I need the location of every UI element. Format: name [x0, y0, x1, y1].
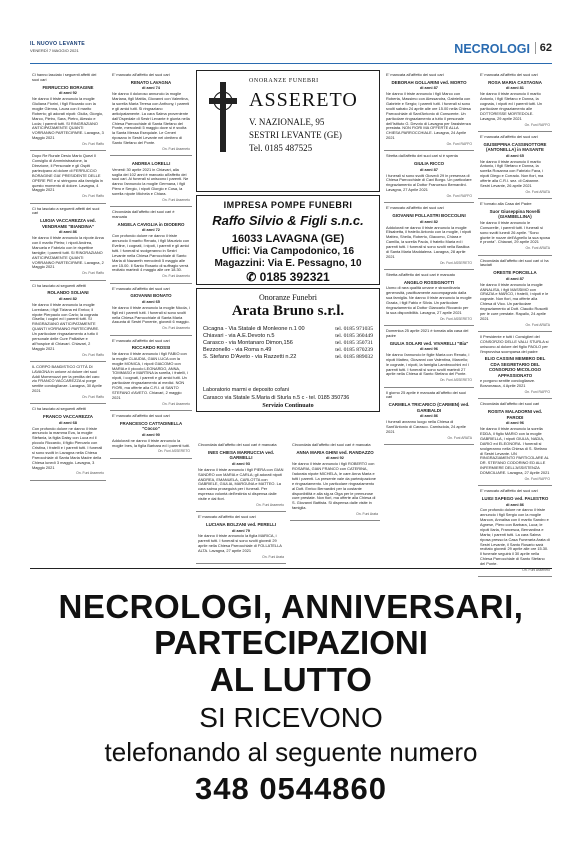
deceased-name: ANGELA CAVIGLIA in DIODERO [117, 221, 185, 227]
deceased-name: GIULIA SOLARI ved. VIVARELLI "Bia" [389, 340, 469, 346]
notice-intro: Stretta dall'affetto dei suoi cari si è spenta [386, 153, 458, 159]
obituary-notice [30, 70, 106, 151]
obituary-notice [30, 204, 106, 281]
deceased-age: di anni 82 [420, 218, 438, 224]
notice-body: Ne danno il triste annuncio i figli Marco con Roberta, Massimo con Alessandra, Gabriella con Gabriele e Sergio; i parenti tutti. I funerali si sono svolti sabato 24 aprile alle ore 15.00 nella Chiesa Parrocchiale di Sant'Antonio di Conscente. Un particolare ringraziamento a tutto il personale dell'Istituto G. Devoto di Lavagna per l'assistenza prestata. NON FIORI MA OFFERTE ALLA CHIESA PARROCCHIALE. Lavagna, 24 Aprile 2021 [386, 91, 471, 141]
notice-body: Ne danno il triste annuncio la moglie Loredana; i figli Tiziana ed Enrico; il nipote Pierpaolo con Carlo; la cognata Gisella; i cugini ed i parenti tutti. SI RINGRAZIANO ANTICIPATAMENTE QUANTI VORRANNO PARTECIPARE. Un particolare ringraziamento a tutto il personale delle Cure Palliative e all'hospice di Chiavari. Chiavari, 2 Maggio 2021 [32, 301, 100, 351]
notice-signature: On. Funi Asseneto [522, 567, 550, 572]
deceased-name: Suor Giuseppina Novelli (GIAMBELLINA) [489, 208, 541, 220]
obituary-notice [110, 411, 192, 459]
notice-signature: On. Funi Asseneto [162, 274, 190, 279]
obituary-notice [30, 362, 106, 405]
deceased-age: di anni 65 [142, 298, 160, 304]
column-5 [384, 70, 474, 445]
notice-body: Ne danno il triste annuncio la sorella EDDA, il figlio MARIO con la moglie GABRIELLA, i nipoti GIULIA, NADIA, DARIO ed ELEONORA. I funerali si svolgeranno nella Chiesa di S. Stefano di Sestri Levante. UN RINGRAZIAMENTO PARTICOLARE AL DR. STEFANO CODORINO ED ALLE INFERMIERE DELL'ASSISTENZA DOMICILIARE. Lavagna, 27 Aprile 2021 [480, 426, 550, 475]
notice-body: Ne danno il triste annuncio i figli FABIO con la moglie CLAUDIA, GIAN LUCA con la moglie MONICA, i nipoti GIACOMO con MARIA e il piccolo LEONARDO, ANNA, TOMMASO e MARTINA la sorella, i fratelli, i nipoti, i cognati, i parenti e gli amici tutti. Un particolare ringraziamento ai medici. NON FIORI, ma offerte alla C.R.I. di SANTO STEFANO d'AVETO. Chiavari, 2 maggio 2021 [112, 350, 188, 400]
notice-signature: On. Funi Asseneto [76, 471, 104, 476]
notice-signature: On. Funi RAFFO [446, 194, 472, 198]
ad-footer-service: Servizio Continuato [262, 403, 314, 409]
deceased-age: di anni 90 [142, 431, 160, 437]
ad-raffo [196, 195, 380, 285]
deceased-age: di anni 92 [59, 90, 77, 96]
notice-intro: E' mancata all'affetto dei suoi cari [480, 133, 538, 139]
notice-signature: On. Funi Arata [356, 512, 378, 516]
ad-assereto [196, 70, 380, 192]
notice-body: Ne danno il triste annuncio la moglie Giuliana Fiorini, i figli Riccardo con la moglie Glenna, Laura con il marito Roberto; gli adorati nipoti: Giulia, Giorgio, Marco, Pietro, Sara, Pietro, Alessio e Loda; i parenti tutti. SI RINGRAZIANO ANTICIPATAMENTE QUANTI VORRANNO PARTECIPARE. Lavagna, 3 Maggio 2021 [32, 96, 104, 141]
notice-body: Con profondo dolore ne danno il triste annuncio i figli Sergio con la moglie Marcon, Annalisa con il marito Sandro e Agnese, Piero con Barbara, Luca; le nipoti Ilaria, Francesca, Bernardina e Marta; i parenti tutti. La cara Salma riposa presso la Casa Funeraria Arata di Sestri Levante, il Santo Rosario sarà recitato giovedì 29 aprile alle ore 15.30. Il funerale seguirà il 30 aprile nella Chiesa Parrocchiale di Santo Stefano del Ponte. [480, 507, 550, 566]
notice-body: Ne danno il triste annuncio le Consorelle, i parenti tutti. I funerali si sono svolti lunedì 26 aprile. "Sono giunte le nozze dell'Agnello la sua sposa è pronta". Chiavari, 29 aprile 2021 [480, 219, 550, 245]
notice-signature: On. Funi RAFFO [524, 390, 550, 395]
obituary-notice [290, 440, 380, 521]
ad-kicker: Onoranze Funebri [259, 293, 317, 302]
location-place: Chiavari - via A.E.Devoto n.5 [203, 332, 275, 339]
deceased-name: RICCARDO ROSSI [131, 345, 171, 351]
notice-intro: Il giorno 25 aprile è mancata all'affetto dei suoi cari [386, 389, 467, 400]
obituary-notice [384, 70, 474, 151]
notice-body: Ne danno il triste annuncio il marito Antonio, i figli Stefano e Donna, la cognata, i nipoti ed i parenti tutti. Un particolare ringraziamento alle DOTTORESSE MORTEDOLE. Lavagna, 29 aprile 2021 [480, 91, 543, 121]
deceased-age: di anni 86 [59, 229, 77, 235]
ad-footer-address: Carasco via Statale S.Maria di Sturla n.5 c - tel. 0185 350736 [203, 395, 350, 401]
notice-signature: On. Funi ARATA [525, 189, 550, 194]
ad-warehouse: Magazzini: Via E. Pessagno, 10 [214, 258, 362, 269]
deceased-name: RENATO LAVAGNA [130, 79, 172, 85]
notice-signature: On. Funi ASSERETO [157, 449, 190, 454]
obituary-notice [384, 326, 474, 388]
issue-date: VENERDÌ 7 MAGGIO 2021 [30, 48, 79, 53]
notice-signature: On. Funi ARATA [525, 246, 550, 251]
notice-body: Ne danno il triste annuncio i figli PIERA con GIAN SANDRO con MARIA e CARLA; gli adorati nipoti ANDREA, EMANUELA, CARLOTTA con GABRIELE, GIULIA, MARGUNA e MATTEO. La cara salma proseguirà per i funerali. Per espresso volontà dell'estinta si dispensa dalle visite e dai fiori. [198, 466, 284, 501]
deceased-name: GIOVANNI BONATO [130, 293, 172, 299]
notice-intro: Circondata dall'affetto dei suoi cari [480, 401, 540, 407]
notice-signature: On. Funi Raffo [82, 395, 104, 399]
column-3 [196, 440, 286, 564]
deceased-age: di anni 86 [420, 413, 438, 419]
deceased-name: CARMELA TRICARICO (CARMEN) ved. GARIBALDI [388, 402, 470, 413]
obituary-notice [478, 70, 552, 132]
notice-signature: On. Funi Asseneto [162, 326, 190, 331]
deceased-name: GIULIA RICCO [413, 161, 445, 167]
location-row [203, 347, 373, 354]
deceased-name: FRANCO VACCAREZZA [43, 414, 93, 420]
obituary-notice [478, 399, 552, 486]
ad-arata [196, 288, 380, 412]
obituary-notice [196, 440, 286, 512]
column-2 [110, 70, 192, 459]
notice-body: I funerali si sono svolti Giovedì 29 in presenza di Chiesa Parrocchiale di Cavi Borgo. Un particolare ringraziamento al Dottor Francesco Bernardini. Lavagna, 27 Aprile 2021 [386, 172, 472, 193]
obituary-notice [110, 70, 192, 156]
page-header [30, 40, 552, 64]
ad-brand: Arata Bruno s.r.l. [231, 303, 345, 319]
notice-intro: Ci hanno lasciato i seguenti affetti dei suoi cari [32, 72, 97, 82]
ad-phone: Tel. 0185 487525 [249, 143, 313, 153]
notice-intro: Il Presidente e tutti i Consiglieri del CONSORZIO DELLE VALLI STURLA si uniscono al dolore del figlio PAOLO per l'improvvisa scomparsa del padre [480, 333, 549, 354]
notice-signature: On. Funi ASSERETO [439, 260, 472, 265]
notice-signature: On. Funi Raffo [82, 142, 104, 146]
notice-body: Ne danno il triste annuncio il marito Antonio, i figli Stefano e Donna, la sorella Rosanna con Fabrizio Fava, i nipoti Diego e Corrado. Non fiori, ma offerte alla C.R.I. sez. di Cabanne. Sestri Levante, 26 aprile 2021 [480, 158, 544, 188]
notice-body: Ne danno il triste annuncio i figli ROBERTO con ROSARIA, GIAN FRANCO con CATERINA, l'adorata nipote MICHELA, le care Anna Maria e tutti i parenti. La presente vale da partecipazione e ringraziamento. Un particolare ringraziamento al Dott. Enrico Bernardini per la costante disponibilità e alla sig.ra Olga per le premurose cure prestate. Non fiori, ma offerte alla Chiesa di S. Giovanni Battista. Si dispensa dalle visite in famiglia. [292, 461, 376, 511]
notice-body: I funerali avranno luogo nella Chiesa di Sant'Antonio di Carasco. Camisciola, 24 aprile 2021 [386, 419, 466, 434]
deceased-age: di anni 82 [59, 295, 77, 301]
notice-body: Ne danno il triste annuncio la nipote Anna con il marito Pietro; i nipoti Andrea, Manuela e Fabrizio con le rispettive famiglie; i parenti tutti. SI RINGRAZIANO ANTICIPATAMENTE QUANTI VORRANNO PARTECIPARE. Lavagna, 2 Maggio 2021 [32, 235, 104, 270]
deceased-name: ROSITA MALADORNI ved. PARODI [487, 409, 543, 420]
deceased-age: di anni 93 [232, 460, 250, 466]
column-6 [478, 70, 552, 572]
ad-brand: Raffo Silvio & Figli s.n.c. [212, 213, 364, 228]
deceased-age: di anni 72 [142, 227, 160, 233]
deceased-age: di anni 86 [506, 501, 524, 507]
notice-intro: E' mancato all'affetto dei suoi cari [386, 205, 444, 211]
notice-signature: On. Funi ARATA [447, 435, 472, 440]
location-row [203, 354, 373, 361]
notice-intro: E' mancato all'affetto dei suoi cari [112, 337, 170, 343]
deceased-age: di anni 81 [506, 85, 524, 91]
notice-signature: On. Funi Arata [262, 554, 284, 559]
notice-signature: On. Funi ASSERETO [439, 316, 472, 321]
notice-body: Uomo di rara qualità umane e straordinaria generosità, pacificamente accompagnato dalla sua famiglia. Ne danno il triste annuncio la moglie Grazia, i figli Fabio e Silvia. Un particolare ringraziamento al Dottor Giancarlo Riccardo per la sua disponibilità. Lavagna, 27 aprile 2021 [386, 285, 472, 315]
ad-city: SESTRI LEVANTE (GE) [249, 130, 342, 140]
cross-logo-icon [203, 78, 243, 156]
obituary-notice [478, 332, 552, 400]
banner-line-4: SI RICEVONO [199, 701, 383, 733]
notice-body: Ne danno il doloroso annuncio la moglie Mariana, figli Mattia, Giovanni con Valentina, la sorella Maria Teresa con Anthony, i parenti e gli amici tutti. Si ringraziano anticipatamente. La cara Salma proveniente dall'Ospedale di Sestri Levante è giunta nella Chiesa Parrocchiale di Santa Stefano del Ponte, mercoledì 5 maggio dove si è svolta la Santa Messa Esequiale. Le Ceneri riposano in Sestri Levante nel cimitero di Santo Stefano del Ponte. [112, 91, 190, 145]
obituary-notice [196, 512, 286, 564]
location-phone: tel. 0185 350731 [335, 339, 373, 346]
notice-intro: Domenica 25 aprile 2021 è tornata alla casa del padre [386, 327, 469, 338]
deceased-age: di anni 87 [420, 166, 438, 172]
newspaper-name: IL NUOVO LEVANTE [30, 41, 86, 47]
ad-phone: ✆ 0185 392321 [246, 270, 330, 284]
notice-intro: E' tornato alla Casa del Padre [480, 201, 532, 206]
banner-phone: 348 0544860 [194, 770, 388, 806]
notice-body: Ne danno il triste annuncio la figlia MARICA, i parenti tutti. I funerali si sono svolti giovedì 29 aprile nella Chiesa Parrocchiale di FOLLATELLA ALTA. Lavagna, 27 aprile 2021 [198, 533, 282, 553]
obituary-notice [110, 156, 192, 207]
notice-intro: Circondata dall'affetto dei suoi cari è mancata [292, 442, 371, 447]
deceased-name: INES CHIESA MARRUCCIA ved. GARMELLI [207, 449, 275, 461]
obituary-notice [384, 270, 474, 326]
obituary-notice [30, 404, 106, 480]
notice-signature: On. Funi ARATA [525, 322, 550, 327]
notice-intro: Ci ha lasciato a seguenti affetti dei suoi cari [32, 205, 100, 216]
location-place: S. Stefano D'Aveto - via Razzetti n.22 [203, 354, 297, 361]
obituary-notice [478, 486, 552, 577]
notice-intro: E' mancato all'affetto dei suoi cari [480, 488, 538, 494]
ad-city: 16033 LAVAGNA (GE) [231, 233, 345, 245]
notice-body: Ne danno l'annuncio le figlie Maria con Renato, i nipoti Matteo, Giovanni con Valentina, Marcello; le cognate, i nipoti, la famiglia Lambrocchini ed i parenti tutti. I funerali si sono svolti martedì 27 aprile nella Chiesa di Santo Stefano del Ponte. [386, 351, 470, 377]
obituary-notice [478, 256, 552, 332]
obituary-notice [478, 199, 552, 256]
ad-address: V. NAZIONALE, 95 [249, 117, 325, 127]
deceased-age: di anni 87 [506, 275, 524, 281]
notice-body: e porgono sentite condoglianze. Borzonasca, 4 Aprile 2021 [480, 378, 536, 389]
obituary-notice [384, 388, 474, 446]
notice-signature: On. Funi Asseneto [162, 401, 190, 406]
location-place: Carasco - via Montanaro Dimon,156 [203, 339, 293, 346]
notice-intro: E' mancata all'affetto dei suoi cari [386, 72, 444, 77]
notice-signature: On. Funi ASSERETO [439, 378, 472, 383]
deceased-age: di anni 74 [142, 85, 160, 91]
banner-line-5: telefonando al seguente numero [104, 737, 478, 768]
notice-intro: Circondata dall'affetto dei suoi cari è mancata [112, 209, 175, 219]
notice-signature: On. Funi Asseneto [162, 197, 190, 202]
banner-line-1: NECROLOGI, ANNIVERSARI, [58, 588, 524, 625]
obituary-notice [384, 151, 474, 203]
ad-kicker: IMPRESA POMPE FUNEBRI [223, 200, 353, 210]
location-row [203, 325, 373, 332]
location-place: Cicagna - Via Statale di Monleone n.1 00 [203, 325, 305, 332]
deceased-name: ORESTE PORCELLA [493, 270, 537, 276]
advertisements [196, 70, 380, 412]
notice-intro: E' mancata all'affetto dei suoi cari [480, 72, 538, 77]
notice-signature: On. Funi RAFFO [524, 476, 550, 481]
notice-signature: On. Funi Raffo [82, 271, 104, 276]
obituary-notice [110, 336, 192, 411]
notice-body: Con profondo dolore ne danno il triste annuncio il marito Renato, i figli Maurizio con Eveline, i cognati, i nipoti, i parenti e gli amici tutti. I funerali si svolgeranno in Sestri Levante nella Chiesa Parrocchiale di Santo Maria di Nazareth mercoledì 5 maggio alle ore 15.00. Il Santo Rosario di suffragio verrà recitato martedì 4 maggio alle ore 18.30. [112, 233, 190, 273]
location-phone: tel. 0185 360449 [335, 332, 373, 339]
notice-intro: E' mancato all'affetto dei suoi cari [112, 72, 170, 77]
obituary-notice [384, 203, 474, 270]
page-number: 62 [535, 42, 552, 54]
obituary-notice [110, 284, 192, 336]
deceased-name: GIOVANNI POLLASTRI BOCCOLINI [392, 213, 466, 219]
notice-signature: On. Funi Raffo [82, 352, 104, 357]
notice-signature: On. Funi Asseneto [256, 502, 284, 507]
deceased-name: ANGELO ROSSIGNOTTI [403, 279, 455, 285]
ad-footer-lab: Laboratorio marmi e deposito cofani [203, 387, 289, 393]
notice-signature: On. Funi RAFFO [446, 142, 472, 146]
location-phone: tel. 0185 870239 [335, 347, 373, 354]
deceased-name: GIUSEPPINA CASSINOTTORE (ANTONELLA) in MASANTE [483, 141, 547, 153]
deceased-age: di anni 65 [506, 152, 524, 158]
obituary-notice [30, 151, 106, 203]
location-place: Bezzonello - via Roma n.49 [203, 347, 272, 354]
notice-intro: Stretta all'affetto dei suoi cari è mancato [386, 271, 456, 277]
notice-signature: On. Funi Asseneto [162, 146, 190, 151]
notice-body: Venerdì 30 aprile 2021 in Chiavari, alla soglia dei 102 anni è mancato all'affetto dei suoi cari. Ai funerali si uniscono i parenti. Ne danno l'annuncio la moglie Germana, i figli Piero e Sergio, i nipoti Giorgio e Cosa, la sorella nipote Michela e Chiara. [112, 166, 189, 196]
notice-body: IL CORPO BANDISTICO CITTÀ DI LAVAGNA in unione al dolore dei suoi Addi Momenuzzi per la perdita del caro zio FRANCO VACCAREZZA si porge sentite condoglianze. Lavagna, 30 Aprile 2021 [32, 363, 102, 394]
banner-line-3: AL LUTTO [210, 660, 372, 698]
notice-signature: On. Funi RAFFO [524, 122, 550, 127]
notice-body: Ne danno il triste annuncio la moglie Nicola, i figli ed i parenti tutti. I funerali si sono svolti nella Chiesa Parrocchiale di Santa Maria Assunta di Sestri Ponente, giovedì 6 maggio. [112, 304, 190, 325]
deceased-name: ANDREA LORELLI [131, 161, 171, 167]
notice-intro: E' mancato all'affetto dei suoi cari [112, 285, 170, 291]
notice-body: Addolorati ne danno il triste annuncio la moglie Ines, la figlia Barbara ed i parenti tutti. [112, 437, 190, 448]
obituary-notice [478, 132, 552, 199]
deceased-name: LUIGIA VACCAREZZA ved. VENDRAME "BIANDINA" [40, 218, 96, 229]
notice-body: Con profondo dolore ne danno il triste annuncio la mamma Eva, la moglie Stefania, la figlia Daisy con Luca ed il piccolo Riccardo, il figlio Piercarlo con Cristina, i fratelli e i parenti tutti. I funerali si sono svolti in Lavagna nella Chiesa Parrocchiale di Santa Maria Madre della Chiesa lunedì 3 maggio. Lavagna, 3 Maggio 2021 [32, 425, 103, 470]
obituary-notice [30, 281, 106, 362]
notice-body: Dopo Re Rurale Desio Mario Quezi Il Consiglio di Amministrazione, la Direzione, il Personale e gli Ospiti partecipano al dolore di FERRUCCIO BORAGINE GIA' PRESIDENTE DELLE OPERE PIE e si stringono alla famiglia in questo momento di dolore. Lavagna, 4 Maggio 2021 [32, 153, 103, 193]
notice-intro: Circondata dall'affetto dei suoi cari ci ha lasciati [480, 257, 549, 268]
column-4 [290, 440, 380, 521]
deceased-name: ANNA MARIA GHINI ved. RANDAZZO [296, 449, 374, 455]
column-1 [30, 70, 106, 481]
ad-office: Uffici: Via Campodonico, 16 [221, 246, 355, 257]
deceased-name: DEBORAH GOLLARINI ved. MORTO [391, 79, 467, 85]
location-row [203, 332, 373, 339]
ad-locations-table [203, 325, 373, 361]
notice-intro: Circondata dall'affetto dei suoi cari è mancata [198, 442, 277, 447]
section-title: NECROLOGI [454, 42, 530, 56]
deceased-age: di anni 68 [59, 419, 77, 425]
deceased-age: di anni 79 [232, 527, 250, 533]
notice-intro: Ci ha lasciato ai seguenti affetti [32, 406, 86, 412]
deceased-age: di anni 92 [326, 455, 344, 461]
banner-line-2: PARTECIPAZIONI [154, 624, 428, 662]
notice-signature: On. Funi Raffo [82, 194, 104, 199]
deceased-name: FRANCESCO CATTADINELLA "Cocco" [119, 420, 183, 432]
notice-intro: E' mancato all'affetto dei suoi cari [112, 412, 170, 418]
deceased-name: ROLANDO SOLIANI [47, 290, 89, 296]
deceased-name: LUIGI SAPEGO ved. PALESTRO [481, 496, 549, 501]
ad-brand: ASSERETO [249, 89, 358, 111]
notice-intro: Ci ha lasciato ai seguenti affetti [32, 282, 86, 288]
deceased-age: di anni 87 [420, 85, 438, 91]
deceased-age: di anni 96 [506, 420, 524, 426]
ad-kicker: ONORANZE FUNEBRI [249, 78, 319, 84]
deceased-name: LUCIANA BOLZANI ved. PERELLI [205, 522, 277, 527]
contact-banner [30, 568, 552, 818]
deceased-name: ELIO CASSINI MEMBRO DEL CDA SEGRETARIO DEL CONSORZIO MICOLOGO APPASSIONATO [484, 356, 546, 378]
notice-body: Addolorati ne danno il triste annuncio la moglie Elisabetta, il fratello Antonio con la moglie, i nipoti Matteo, Sheila, Roberto, Giacomo, Chiara e Camilla, la sorella Paola, il fratello Maria ed i parenti tutti. I funerali si sono svolti nella Basilica di Santa Maria Maddalena. Lavagna, 28 aprile 2021 [386, 224, 472, 259]
location-phone: tel. 0185 889032 [335, 354, 373, 361]
deceased-age: di anni 96 [420, 346, 438, 351]
location-row [203, 339, 373, 346]
notice-intro: E' mancato all'affetto dei suoi cari [198, 514, 256, 520]
obituary-notice [110, 207, 192, 283]
notice-body: Ne danno il triste annuncio la moglie ANNALISA, i figli MASSIMO con GRAZIA e MARCO, i fratelli, i nipoti e le cognate. Non fiori, ma offerte alla Chiesa di Vico. Un particolare ringraziamento al Dott. Claudio Ruscelli per le cure prestate. Rapallo, 24 aprile 2021 [480, 281, 549, 321]
deceased-name: FERRUCCIO BORAGINE [42, 84, 94, 90]
deceased-name: ROSA MARIA CASTAGNA [488, 79, 542, 85]
location-phone: tel. 0185 971035 [335, 325, 373, 332]
